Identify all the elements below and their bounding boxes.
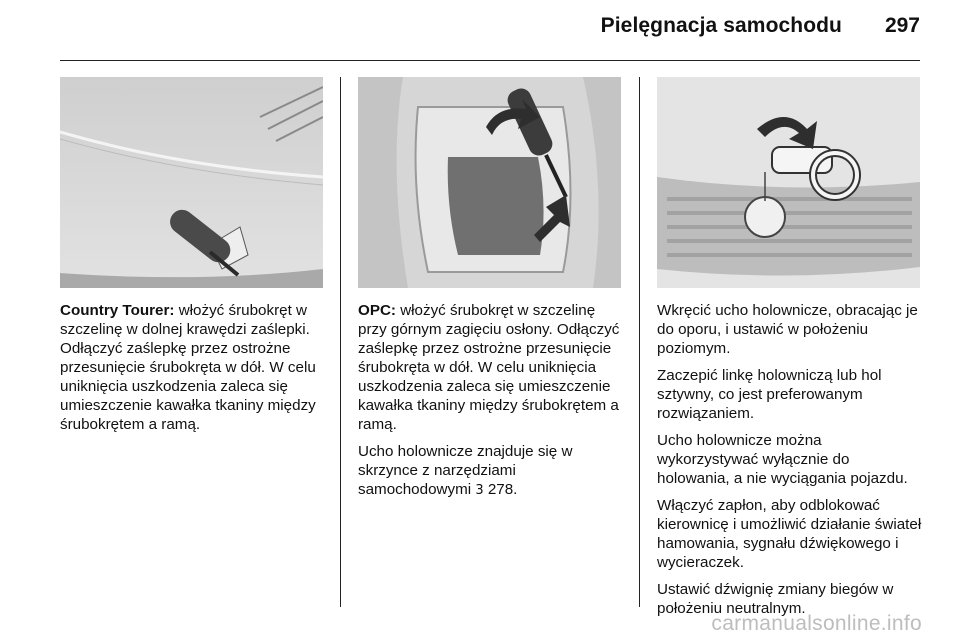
column-3-text — [657, 301, 925, 626]
text-towing-eye-location: Ucho holownicze znajduje się w skrzynce z narzędziami samochodowymi — [358, 443, 573, 498]
paragraph-step-5: Ustawić dźwignię zmiany biegów w położeniu neutralnym. — [657, 581, 894, 617]
paragraph-towing-eye-location — [358, 442, 626, 500]
paragraph-step-3: Ucho holownicze można wykorzystywać wyłącznie do holowania, a nie wyciągania pojazdu. — [657, 432, 908, 487]
paragraph-country-tourer — [60, 301, 328, 434]
label-country-tourer: Country Tourer: — [60, 302, 175, 319]
label-opc: OPC: — [358, 302, 396, 319]
text-opc: włożyć śrubokręt w szczelinę przy górnym zagięciu osłony. Odłączyć zaślepkę przez ostrożne przesunięcie śrubokręta w dół. W celu uniknięcia uszkodzenia zaleca się umieszczenie kawałka tkaniny między śrubokrętem a ramą. — [358, 302, 620, 433]
text-country-tourer: włożyć śrubokręt w szczelinę w dolnej krawędzi zaślepki. Odłączyć zaślepkę przez ostrożne przesunięcie śrubokręta w dół. W celu uniknięcia uszkodzenia zaleca się umieszczenie kawałka tkaniny między śrubokrętem a ramą. — [60, 302, 316, 433]
paragraph-opc — [358, 301, 626, 434]
column-1-text — [60, 301, 328, 442]
paragraph-step-2: Zaczepić linkę holowniczą lub hol sztywny, co jest preferowanym rozwiązaniem. — [657, 367, 882, 422]
column-divider-2 — [639, 77, 640, 607]
page-title: Pielęgnacja samochodu — [600, 14, 842, 37]
paragraph-step-1: Wkręcić ucho holownicze, obracając je do oporu, i ustawić w położeniu poziomym. — [657, 302, 918, 357]
header-divider — [60, 60, 920, 61]
figure-country-tourer-cover — [60, 77, 323, 288]
arrow-reference-icon: 3 — [475, 483, 484, 498]
figure-towing-eye — [657, 77, 920, 288]
page-reference-link[interactable]: 278. — [483, 481, 518, 498]
page-number: 297 — [884, 14, 920, 37]
column-2-text — [358, 301, 626, 508]
figure-opc-cover — [358, 77, 621, 288]
paragraph-step-4: Włączyć zapłon, aby odblokować kierownicę i umożliwić działanie świateł hamowania, sygnału dźwiękowego i wycieraczek. — [657, 497, 922, 571]
column-divider-1 — [340, 77, 341, 607]
watermark: carmanualsonline.info — [711, 612, 922, 635]
